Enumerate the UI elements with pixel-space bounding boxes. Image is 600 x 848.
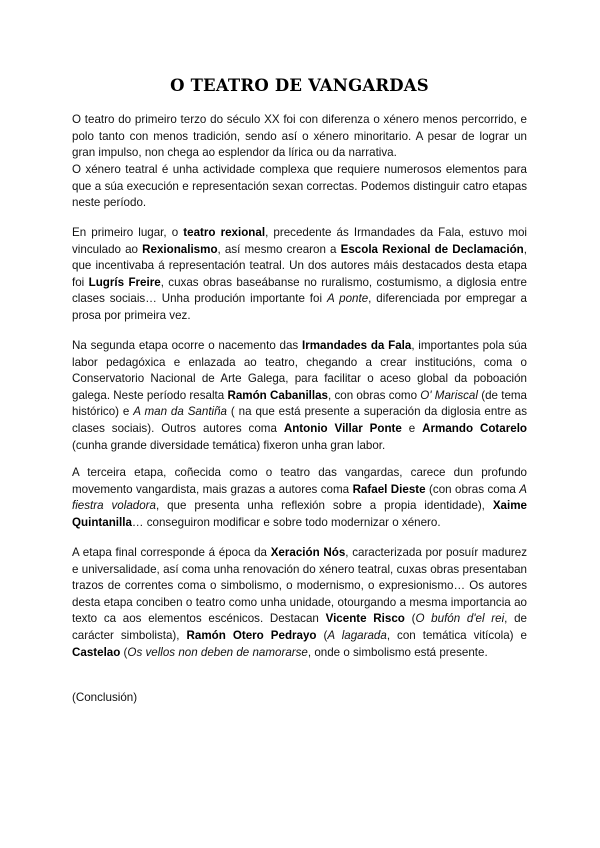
italic-work: O bufón d'el rei [415,612,505,626]
text-run: , de carácter simbolista), [72,612,527,642]
text-run: , precedente ás Irmandades da Fala, estuvo moi vinculado ao [72,226,527,256]
bold-author: Vicente Risco [325,612,405,626]
bold-author: Ramón Cabanillas [227,388,329,402]
text-run: , así mesmo crearon a [217,242,341,256]
paragraph-intro-2: O xénero teatral é unha actividade complexa que requiere numerosos elementos para que a súa execución e representación sexan correctas. Podemos distinguir catro etapas neste período. [72,163,527,210]
paragraph-intro-1: O teatro do primeiro terzo do século XX foi con diferenza o xénero menos percorrido, e polo tanto con menos tradición, sendo así o xénero minoritario. A pesar de lograr un gran impulso, non chega ao esplendor da lírica ou da narrativa. [72,113,527,160]
paragraph-first-stage [72,225,527,325]
italic-work: A ponte [326,292,369,306]
italic-work: A fiestra voladora [72,482,528,513]
text-run: , diferenciada por empregar a prosa por primeira vez. [72,292,527,322]
page-title: O TEATRO DE VANGARDAS [170,76,429,95]
text-run: , caracterizada por posuír madurez e universalidade, así coma unha renovación do xénero teatral, cuxas obras presentaban trazos de correntes coma o simbolismo, o modernismo, o expresionismo… Os autores desta etapa conciben o teatro como unha unidade, otourgando a mesma importancia ao texto ca aos elementos escénicos. Destacan [72,546,527,626]
italic-work: Os vellos non deben de namorarse [127,645,308,659]
bold-author: Xaime Quintanilla [72,499,527,529]
text-run: Na segunda etapa ocorre o nacemento das [72,339,302,352]
text-run: , importantes pola súa labor pedagóxica e enlazada ao teatro, chegando a crear institucións, coma o Conservatorio Nacional de Arte Galega, para facilitar o aceso global da poboación galega. Neste período resalta [72,339,528,402]
text-run: (de tema histórico) e [72,388,527,419]
text-run: , onde o simbolismo está presente. [307,645,488,659]
text-run: (cunha grande diversidade temática) fixeron unha gran labor. [72,438,386,452]
text-run: , cuxas obras baseábanse no ruralismo, costumismo, a diglosia entre clases sociais… Unha produción importante foi [72,275,527,306]
bold-term: teatro rexional [183,226,266,239]
bold-author: Rafael Dieste [352,482,426,496]
paragraph-third-stage [72,465,527,531]
paragraph-conclusion: (Conclusión) [72,691,138,704]
text-run: , con temática vitícola) e [386,628,527,642]
text-run: A etapa final corresponde á época da [72,546,271,559]
text-run: A terceira etapa, coñecida como o teatro das vangardas, carece dun profundo movemento vangardista, mais grazas a autores coma [72,466,527,496]
bold-term: Rexionalismo [142,242,218,256]
text-run: En primeiro lugar, o [72,226,184,239]
text-run: … conseguiron modificar e sobre todo modernizar o xénero. [131,515,441,529]
text-run: ( [404,612,416,626]
italic-work: A lagarada [327,628,387,642]
text-run: ( na que está presente a superación da diglosia entre as clases sociais). Outros autores coma [72,405,527,435]
text-run: , que incentivaba á representación teatral. Un dos autores máis destacados desta etapa foi [72,242,527,289]
italic-work: O' Mariscal [420,388,478,402]
bold-author: Castelao [72,645,121,659]
text-run: , que presenta unha reflexión sobre a propia identidade), [155,499,493,513]
text-run: ( [120,645,128,659]
bold-term: Escola Rexional de Declamación [340,242,524,256]
bold-author: Armando Cotarelo [422,421,527,435]
text-run: ( [316,628,328,642]
paragraph-final-stage [72,545,527,661]
paragraph-second-stage [72,338,527,454]
text-run: (con obras coma [425,482,520,496]
bold-author: Antonio Villar Ponte [283,421,402,435]
text-run: , con obras como [328,388,421,402]
italic-work: A man da Santiña [133,405,228,419]
text-run: e [401,421,423,435]
bold-term: Irmandades da Fala [302,339,412,352]
bold-author: Ramón Otero Pedrayo [186,628,317,642]
bold-term: Xeración Nós [270,546,346,559]
bold-author: Lugrís Freire [88,275,161,289]
